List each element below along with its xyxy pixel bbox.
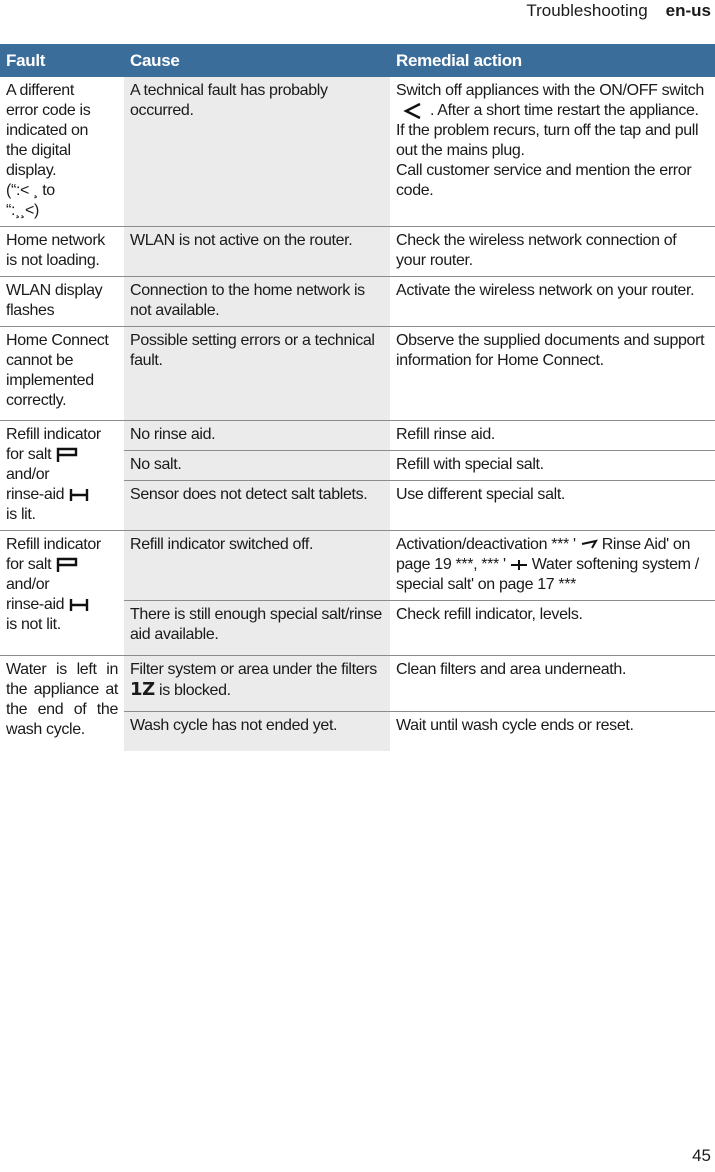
action-cell: Refill rinse aid. [390, 421, 715, 451]
action-cell: Activation/deactivation *** ' Rinse Aid' on page 19 ***, *** ' Water softening system / special salt' on page 17 *** [390, 531, 715, 601]
table-row [0, 656, 715, 712]
rinse-aid-icon [580, 538, 598, 552]
fault-cell: Water is left in the appliance at the end of the wash cycle. [0, 656, 124, 752]
on-off-switch-icon [400, 102, 426, 120]
action-cell: Activate the wireless network on your router. [390, 277, 715, 327]
column-header-fault: Fault [0, 44, 124, 77]
cause-cell: Refill indicator switched off. [124, 531, 390, 601]
action-cell: Clean filters and area underneath. [390, 656, 715, 712]
fault-cell: Home network is not loading. [0, 227, 124, 277]
column-header-action: Remedial action [390, 44, 715, 77]
table-header-row [0, 44, 715, 77]
filter-symbol-icon: 1Z [130, 679, 155, 700]
salt-refill-icon [55, 447, 81, 463]
cause-cell: A technical fault has probably occurred. [124, 77, 390, 227]
action-cell: Observe the supplied documents and support information for Home Connect. [390, 327, 715, 421]
page-number: 45 [692, 1146, 711, 1165]
action-cell: Use different special salt. [390, 481, 715, 531]
fault-cell: Refill indicator for salt and/or rinse-aid is lit. [0, 421, 124, 531]
fault-cell: WLAN display flashes [0, 277, 124, 327]
cause-cell: Filter system or area under the filters 1Z is blocked. [124, 656, 390, 712]
column-header-cause: Cause [124, 44, 390, 77]
fault-cell: A different error code is indicated on the digital display. (“:< ¸ to “:¸¸<) [0, 77, 124, 227]
action-cell: Wait until wash cycle ends or reset. [390, 712, 715, 752]
action-cell: Switch off appliances with the ON/OFF switch . After a short time restart the appliance. If the problem recurs, turn off the tap and pull out the mains plug. Call customer service and mention the error code. [396, 82, 704, 199]
cause-cell: Sensor does not detect salt tablets. [124, 481, 390, 531]
rinse-aid-refill-icon [68, 597, 90, 613]
cause-cell: Possible setting errors or a technical fault. [124, 327, 390, 421]
action-cell: Check the wireless network connection of your router. [390, 227, 715, 277]
action-cell: Refill with special salt. [390, 451, 715, 481]
action-cell: Check refill indicator, levels. [390, 601, 715, 656]
troubleshooting-table [0, 44, 715, 751]
table-row [0, 277, 715, 327]
cause-cell: WLAN is not active on the router. [124, 227, 390, 277]
table-row [0, 77, 715, 227]
page-header [526, 0, 711, 22]
cause-cell: Connection to the home network is not available. [124, 277, 390, 327]
table-row [0, 227, 715, 277]
salt-refill-icon [55, 557, 81, 573]
cause-cell: No rinse aid. [124, 421, 390, 451]
cause-cell: No salt. [124, 451, 390, 481]
section-title: Troubleshooting [526, 1, 648, 20]
cause-cell: Wash cycle has not ended yet. [124, 712, 390, 752]
cause-cell: There is still enough special salt/rinse aid available. [124, 601, 390, 656]
fault-cell: Home Connect cannot be implemented correctly. [0, 327, 124, 421]
water-softening-icon [510, 558, 528, 572]
fault-cell: Refill indicator for salt and/or rinse-aid is not lit. [0, 531, 124, 656]
rinse-aid-refill-icon [68, 487, 90, 503]
table-row [0, 531, 715, 601]
table-row [0, 327, 715, 421]
language-code: en-us [665, 1, 711, 20]
table-row [0, 421, 715, 451]
